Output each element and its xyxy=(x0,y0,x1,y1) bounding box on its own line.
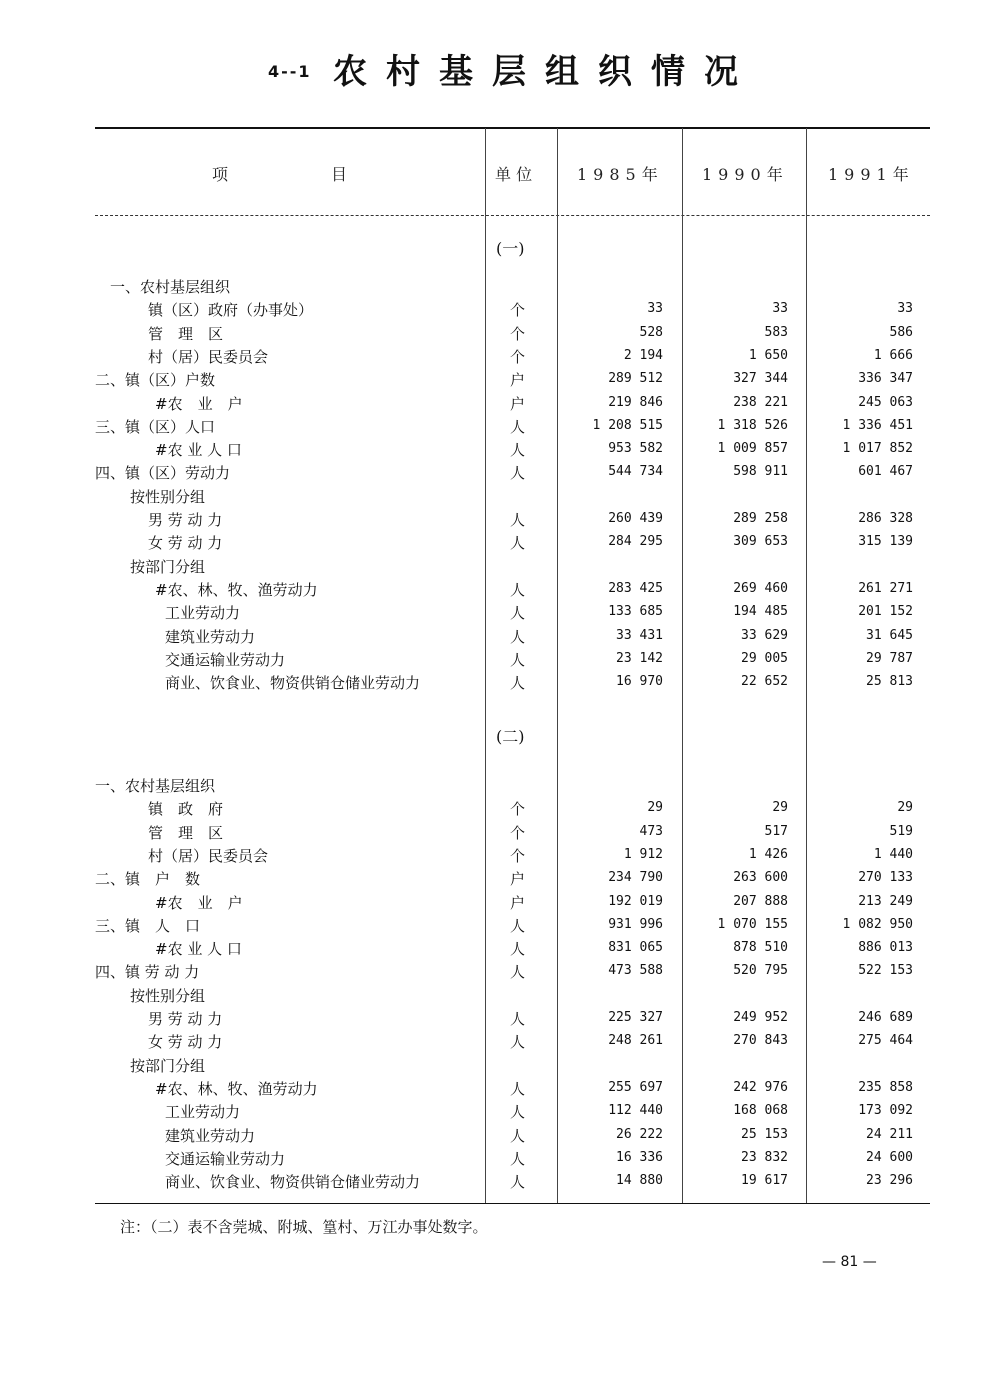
row-value: 1 070 155 xyxy=(717,916,788,932)
row-value: 601 467 xyxy=(858,464,913,480)
row-value: 234 790 xyxy=(608,870,663,886)
row-value: 519 xyxy=(889,823,913,839)
row-unit: 个 xyxy=(510,301,526,320)
row-value: 283 425 xyxy=(608,580,663,596)
row-value: 1 318 526 xyxy=(717,417,788,433)
table-row xyxy=(0,822,1000,845)
table-row xyxy=(0,775,1000,798)
row-unit: 人 xyxy=(510,1033,526,1052)
header-year-1990: 1990年 xyxy=(702,165,789,184)
table-row xyxy=(0,1101,1000,1124)
row-value: 1 009 857 xyxy=(717,441,788,457)
row-value: 29 xyxy=(647,800,663,816)
row-value: 270 843 xyxy=(733,1033,788,1049)
table-row xyxy=(0,556,1000,579)
row-label: #农、林、牧、渔劳动力 xyxy=(155,1079,318,1098)
row-value: 1 650 xyxy=(748,347,788,363)
row-value: 33 xyxy=(897,301,913,317)
row-unit: 人 xyxy=(510,940,526,959)
row-value: 16 970 xyxy=(616,674,663,690)
row-unit: 人 xyxy=(510,1079,526,1098)
row-value: 309 653 xyxy=(733,534,788,550)
row-unit: 个 xyxy=(510,846,526,865)
row-label: #农 业 人 口 xyxy=(155,441,242,460)
row-label: 村（居）民委员会 xyxy=(148,846,269,865)
row-unit: 人 xyxy=(510,674,526,693)
row-value: 173 092 xyxy=(858,1103,913,1119)
row-label: 工业劳动力 xyxy=(165,604,241,623)
row-label: 管 理 区 xyxy=(148,324,224,343)
row-unit: 人 xyxy=(510,417,526,436)
row-unit: 人 xyxy=(510,650,526,669)
row-value: 255 697 xyxy=(608,1079,663,1095)
table-row xyxy=(0,798,1000,821)
row-unit: 户 xyxy=(510,893,526,912)
row-unit: 人 xyxy=(510,464,526,483)
table-row xyxy=(0,462,1000,485)
row-unit: 个 xyxy=(510,800,526,819)
row-value: 275 464 xyxy=(858,1033,913,1049)
table-row xyxy=(0,1078,1000,1101)
row-label: #农、林、牧、渔劳动力 xyxy=(155,580,318,599)
top-rule xyxy=(95,127,930,129)
table-number: 4--1 xyxy=(268,62,312,81)
row-label: 男 劳 动 力 xyxy=(148,511,223,529)
table-row xyxy=(0,961,1000,984)
table-row xyxy=(0,626,1000,649)
row-unit: 人 xyxy=(510,627,526,646)
table-row xyxy=(0,439,1000,462)
table-row xyxy=(0,892,1000,915)
table-row xyxy=(0,915,1000,938)
row-value: 831 065 xyxy=(608,940,663,956)
header-year-1991: 1991年 xyxy=(828,165,915,184)
row-unit: 户 xyxy=(510,394,526,413)
row-value: 583 xyxy=(764,324,788,340)
row-value: 878 510 xyxy=(733,940,788,956)
row-value: 1 017 852 xyxy=(842,441,913,457)
row-value: 22 652 xyxy=(741,674,788,690)
row-value: 1 666 xyxy=(873,347,913,363)
header-year-1985: 1985年 xyxy=(577,165,664,184)
row-value: 473 xyxy=(639,823,663,839)
row-value: 270 133 xyxy=(858,870,913,886)
row-label: 镇 政 府 xyxy=(148,800,224,819)
row-label: 一、农村基层组织 xyxy=(110,278,231,296)
row-value: 269 460 xyxy=(733,580,788,596)
row-unit: 人 xyxy=(510,441,526,460)
section-label: (一) xyxy=(496,239,525,258)
row-label: 二、镇 户 数 xyxy=(95,870,201,889)
row-value: 1 082 950 xyxy=(842,916,913,932)
header-divider xyxy=(95,215,930,216)
table-row xyxy=(0,509,1000,532)
row-label: 三、镇（区）人口 xyxy=(95,417,216,436)
row-value: 528 xyxy=(639,324,663,340)
row-value: 23 296 xyxy=(866,1173,913,1189)
row-unit: 人 xyxy=(510,1173,526,1192)
table-row xyxy=(0,649,1000,672)
row-value: 25 153 xyxy=(741,1126,788,1142)
row-value: 112 440 xyxy=(608,1103,663,1119)
row-label: 男 劳 动 力 xyxy=(148,1010,223,1028)
row-value: 213 249 xyxy=(858,893,913,909)
row-unit: 户 xyxy=(510,870,526,889)
row-value: 225 327 xyxy=(608,1010,663,1025)
row-label: 交通运输业劳动力 xyxy=(165,1149,286,1168)
table-row xyxy=(0,299,1000,322)
table-row xyxy=(0,845,1000,868)
row-value: 336 347 xyxy=(858,371,913,387)
row-label: 三、镇 人 口 xyxy=(95,916,201,935)
row-label: 按性别分组 xyxy=(130,986,206,1005)
row-label: 建筑业劳动力 xyxy=(165,627,256,646)
row-label: 村（居）民委员会 xyxy=(148,347,269,366)
row-label: 管 理 区 xyxy=(148,823,224,842)
row-value: 168 068 xyxy=(733,1103,788,1119)
row-value: 2 194 xyxy=(623,347,663,363)
row-value: 33 xyxy=(647,301,663,317)
row-value: 33 629 xyxy=(741,627,788,643)
row-value: 1 912 xyxy=(623,846,663,862)
row-label: 二、镇（区）户数 xyxy=(95,371,216,390)
header-unit: 单 位 xyxy=(495,165,533,184)
table-row xyxy=(0,1171,1000,1194)
row-value: 33 431 xyxy=(616,627,663,643)
row-value: 14 880 xyxy=(616,1173,663,1189)
row-label: #农 业 人 口 xyxy=(155,940,242,959)
row-value: 289 512 xyxy=(608,371,663,387)
row-unit: 人 xyxy=(510,916,526,935)
table-row xyxy=(0,532,1000,555)
row-label: 按性别分组 xyxy=(130,487,206,506)
row-value: 201 152 xyxy=(858,604,913,620)
row-value: 23 832 xyxy=(741,1149,788,1165)
row-value: 246 689 xyxy=(858,1010,913,1025)
row-value: 29 005 xyxy=(741,650,788,666)
row-unit: 人 xyxy=(510,1149,526,1168)
row-unit: 人 xyxy=(510,511,526,529)
row-value: 586 xyxy=(889,324,913,340)
table-row xyxy=(0,985,1000,1008)
page-number: — 81 — xyxy=(822,1254,877,1270)
row-value: 33 xyxy=(772,301,788,317)
row-value: 315 139 xyxy=(858,534,913,550)
row-value: 544 734 xyxy=(608,464,663,480)
row-value: 26 222 xyxy=(616,1126,663,1142)
row-value: 23 142 xyxy=(616,650,663,666)
table-row xyxy=(0,1148,1000,1171)
row-label: #农 业 户 xyxy=(155,893,243,912)
row-unit: 人 xyxy=(510,534,526,553)
row-value: 261 271 xyxy=(858,580,913,596)
row-label: 交通运输业劳动力 xyxy=(165,650,286,669)
row-label: 女 劳 动 力 xyxy=(148,1033,223,1052)
table-row xyxy=(0,393,1000,416)
row-value: 25 813 xyxy=(866,674,913,690)
row-unit: 人 xyxy=(510,604,526,623)
row-value: 207 888 xyxy=(733,893,788,909)
footnote: 注：（二）表不含莞城、附城、篁村、万江办事处数字。 xyxy=(120,1218,488,1236)
table-row xyxy=(0,323,1000,346)
header-item: 项 目 xyxy=(212,165,349,184)
row-value: 248 261 xyxy=(608,1033,663,1049)
row-value: 520 795 xyxy=(733,963,788,979)
row-value: 260 439 xyxy=(608,511,663,526)
row-label: 镇（区）政府（办事处） xyxy=(148,301,314,320)
row-value: 194 485 xyxy=(733,604,788,620)
page-title xyxy=(0,44,1000,94)
table-row xyxy=(0,346,1000,369)
row-label: 商业、饮食业、物资供销仓储业劳动力 xyxy=(165,1173,421,1192)
row-value: 29 xyxy=(772,800,788,816)
row-unit: 户 xyxy=(510,371,526,390)
table-row xyxy=(0,369,1000,392)
row-label: 四、镇（区）劳动力 xyxy=(95,464,231,483)
row-value: 24 211 xyxy=(866,1126,913,1142)
row-value: 286 328 xyxy=(858,511,913,526)
row-value: 1 336 451 xyxy=(842,417,913,433)
row-value: 19 617 xyxy=(741,1173,788,1189)
row-value: 249 952 xyxy=(733,1010,788,1025)
row-value: 522 153 xyxy=(858,963,913,979)
row-value: 931 996 xyxy=(608,916,663,932)
row-value: 242 976 xyxy=(733,1079,788,1095)
row-unit: 个 xyxy=(510,324,526,343)
row-unit: 个 xyxy=(510,823,526,842)
row-unit: 人 xyxy=(510,1126,526,1145)
row-value: 284 295 xyxy=(608,534,663,550)
table-row xyxy=(0,276,1000,299)
row-unit: 个 xyxy=(510,347,526,366)
row-value: 263 600 xyxy=(733,870,788,886)
row-value: 1 440 xyxy=(873,846,913,862)
row-value: 473 588 xyxy=(608,963,663,979)
table-row xyxy=(0,1031,1000,1054)
row-label: 按部门分组 xyxy=(130,557,206,576)
row-value: 953 582 xyxy=(608,441,663,457)
row-value: 289 258 xyxy=(733,511,788,526)
table-row xyxy=(0,1125,1000,1148)
table-row xyxy=(0,602,1000,625)
table-row xyxy=(0,938,1000,961)
section-label: (二) xyxy=(496,727,525,746)
row-value: 245 063 xyxy=(858,394,913,410)
table-title: 农村基层组织情况 xyxy=(333,52,757,92)
row-value: 517 xyxy=(764,823,788,839)
row-value: 29 xyxy=(897,800,913,816)
row-value: 29 787 xyxy=(866,650,913,666)
row-label: 女 劳 动 力 xyxy=(148,534,223,553)
table-row xyxy=(0,416,1000,439)
row-value: 31 645 xyxy=(866,627,913,643)
row-value: 133 685 xyxy=(608,604,663,620)
row-unit: 人 xyxy=(510,580,526,599)
table-row xyxy=(0,672,1000,695)
bottom-rule xyxy=(95,1203,930,1204)
row-label: 四、镇 劳 动 力 xyxy=(95,963,200,982)
table-row xyxy=(0,868,1000,891)
row-value: 24 600 xyxy=(866,1149,913,1165)
table-row xyxy=(0,1008,1000,1031)
row-value: 219 846 xyxy=(608,394,663,410)
row-value: 192 019 xyxy=(608,893,663,909)
row-label: 按部门分组 xyxy=(130,1056,206,1075)
row-value: 327 344 xyxy=(733,371,788,387)
row-unit: 人 xyxy=(510,963,526,982)
row-value: 598 911 xyxy=(733,464,788,480)
row-label: 工业劳动力 xyxy=(165,1103,241,1122)
row-value: 1 208 515 xyxy=(592,417,663,433)
row-label: #农 业 户 xyxy=(155,394,243,413)
row-unit: 人 xyxy=(510,1010,526,1028)
row-label: 商业、饮食业、物资供销仓储业劳动力 xyxy=(165,674,421,693)
row-value: 1 426 xyxy=(748,846,788,862)
row-value: 16 336 xyxy=(616,1149,663,1165)
row-value: 235 858 xyxy=(858,1079,913,1095)
row-unit: 人 xyxy=(510,1103,526,1122)
row-label: 建筑业劳动力 xyxy=(165,1126,256,1145)
table-row xyxy=(0,1055,1000,1078)
row-value: 238 221 xyxy=(733,394,788,410)
table-row xyxy=(0,579,1000,602)
row-label: 一、农村基层组织 xyxy=(95,777,216,795)
row-value: 886 013 xyxy=(858,940,913,956)
table-row xyxy=(0,486,1000,509)
